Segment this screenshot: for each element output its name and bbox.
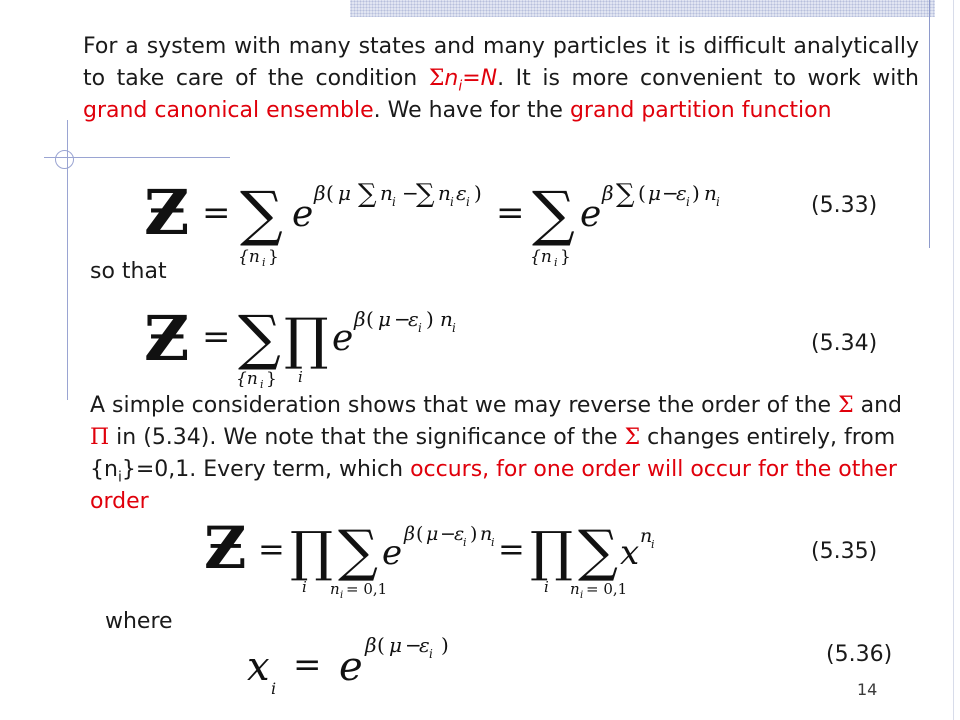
equation-number-5-35: (5.35) [811, 539, 878, 564]
intro-text-3: . We have for the [373, 98, 570, 123]
svg-text:ε: ε [676, 181, 687, 205]
condition-equals-N: =N [462, 66, 498, 91]
svg-text:i: i [340, 590, 344, 601]
svg-text:n: n [640, 525, 653, 547]
svg-text:}: } [266, 369, 277, 389]
svg-text:}: } [560, 247, 571, 267]
svg-text:i: i [452, 321, 456, 335]
svg-text:∏: ∏ [284, 307, 329, 372]
svg-text:i: i [450, 195, 454, 209]
intro-text-1: For a system with many states and many particles it is difficult analytically to take care of the condition [83, 34, 919, 91]
grand-partition-Z-symbol: Ƶ [144, 302, 190, 375]
svg-text:x: x [247, 644, 270, 690]
svg-text:μ: μ [648, 181, 661, 205]
svg-text:i: i [686, 195, 690, 209]
occurs-highlight: occurs, for one order will occur for the other order [90, 457, 897, 514]
svg-text:n: n [438, 181, 451, 205]
svg-text:= 0,1: = 0,1 [346, 580, 388, 598]
equation-5-36 [245, 632, 505, 712]
para2-text-1: A simple consideration shows that we may reverse the order of the [90, 393, 839, 418]
equation-number-5-34: (5.34) [811, 331, 878, 356]
svg-text:i: i [392, 195, 396, 209]
svg-text:=: = [498, 530, 525, 568]
equation-number-5-33: (5.33) [811, 193, 878, 218]
svg-text:∑: ∑ [240, 179, 283, 249]
svg-text:β: β [365, 633, 377, 657]
svg-text:∑: ∑ [578, 519, 618, 584]
svg-text:i: i [463, 536, 467, 549]
svg-text:i: i [262, 256, 266, 269]
svg-text:i: i [580, 590, 584, 601]
svg-text:): ) [474, 181, 482, 205]
para2-subscript: i [117, 469, 122, 486]
page-number: 14 [857, 680, 878, 699]
frame-circle-ornament [55, 150, 74, 169]
grand-canonical-ensemble-term: grand canonical ensemble [83, 98, 374, 123]
svg-text:∑: ∑ [238, 303, 281, 373]
svg-text:=: = [202, 317, 231, 357]
svg-text:= 0,1: = 0,1 [586, 580, 628, 598]
equation-5-34 [140, 296, 500, 392]
svg-text:∑: ∑ [416, 179, 435, 209]
svg-text:−: − [394, 307, 411, 331]
svg-text:i: i [260, 378, 264, 391]
svg-text:∑: ∑ [358, 179, 377, 209]
sigma-symbol: Σ [838, 393, 854, 418]
svg-text:ε: ε [456, 181, 467, 205]
condition-n-subscript: i [458, 78, 463, 95]
grand-partition-Z-symbol: Ƶ [144, 176, 190, 249]
svg-text:i: i [418, 321, 422, 335]
svg-text:μ: μ [426, 523, 439, 545]
svg-text:ε: ε [454, 523, 465, 545]
svg-text:(: ( [377, 633, 385, 657]
para2-text-3: in (5.34). We note that the significance of the [109, 425, 625, 450]
svg-text:e: e [292, 194, 314, 235]
grand-partition-Z-symbol: Ƶ [204, 514, 247, 582]
svg-text:x: x [620, 533, 640, 573]
svg-text:∑: ∑ [338, 519, 378, 584]
svg-text:i: i [491, 536, 495, 549]
svg-text:∏: ∏ [530, 520, 573, 583]
svg-text:i: i [716, 195, 720, 209]
svg-text:∑: ∑ [532, 179, 575, 249]
svg-text:): ) [692, 181, 700, 205]
svg-text:): ) [426, 307, 434, 331]
svg-text:β: β [354, 307, 366, 331]
svg-text:∑: ∑ [616, 179, 635, 209]
svg-text:ε: ε [408, 307, 419, 331]
where-text: where [105, 609, 173, 634]
svg-text:β: β [314, 181, 326, 205]
svg-text:i: i [544, 578, 549, 596]
svg-text:ε: ε [419, 633, 430, 657]
svg-text:i: i [302, 578, 307, 596]
svg-text:−: − [402, 181, 419, 205]
svg-text:μ: μ [378, 307, 391, 331]
para2-text-4: changes entirely, from {n [90, 425, 896, 482]
svg-text:(: ( [416, 523, 424, 545]
svg-text:e: e [332, 318, 354, 359]
svg-text:i: i [554, 256, 558, 269]
svg-text:β: β [602, 181, 614, 205]
condition-n: n [444, 66, 459, 91]
svg-text:i: i [271, 679, 277, 698]
svg-text:n: n [380, 181, 393, 205]
svg-text:n: n [440, 307, 453, 331]
svg-text:i: i [298, 368, 303, 386]
svg-text:(: ( [638, 181, 646, 205]
para2-text-2: and [853, 393, 903, 418]
svg-text:=: = [202, 193, 231, 233]
svg-text:n: n [480, 523, 493, 545]
intro-paragraph [83, 31, 919, 127]
svg-text:−: − [662, 181, 679, 205]
svg-text:): ) [441, 633, 449, 657]
svg-text:}: } [268, 247, 279, 267]
right-frame-line [929, 0, 930, 248]
so-that-text: so that [90, 259, 167, 284]
svg-text:): ) [470, 523, 478, 545]
svg-text:i: i [466, 195, 470, 209]
equation-5-33 [140, 172, 760, 268]
svg-text:i: i [651, 538, 655, 551]
svg-text:μ: μ [389, 633, 402, 657]
svg-text:−: − [440, 523, 456, 545]
header-dotted-band [350, 0, 935, 17]
reverse-order-paragraph [90, 390, 910, 518]
svg-text:β: β [404, 523, 415, 545]
svg-text:e: e [580, 194, 602, 235]
equation-number-5-36: (5.36) [826, 642, 893, 667]
sigma-symbol: Σ [428, 66, 445, 91]
svg-text:n: n [330, 580, 340, 598]
svg-text:μ: μ [338, 181, 351, 205]
svg-text:−: − [405, 633, 422, 657]
svg-text:{n: {n [238, 247, 260, 267]
svg-text:{n: {n [236, 369, 258, 389]
intro-text-2: . It is more convenient to work with [497, 66, 919, 91]
right-edge-line [953, 0, 954, 720]
para2-text-5: }=0,1. Every term, which [121, 457, 411, 482]
svg-text:∏: ∏ [290, 520, 333, 583]
svg-text:n: n [704, 181, 717, 205]
svg-text:(: ( [366, 307, 374, 331]
svg-text:=: = [293, 645, 322, 685]
svg-text:e: e [339, 644, 363, 690]
svg-text:i: i [429, 647, 433, 661]
svg-text:(: ( [326, 181, 334, 205]
svg-text:=: = [496, 193, 525, 233]
svg-text:n: n [570, 580, 580, 598]
equation-5-35 [200, 514, 700, 604]
sigma-symbol: Σ [624, 425, 641, 450]
svg-text:e: e [382, 533, 403, 573]
svg-text:{n: {n [530, 247, 552, 267]
svg-text:=: = [258, 530, 285, 568]
grand-partition-function-term: grand partition function [569, 98, 832, 123]
pi-symbol: Π [90, 425, 110, 450]
